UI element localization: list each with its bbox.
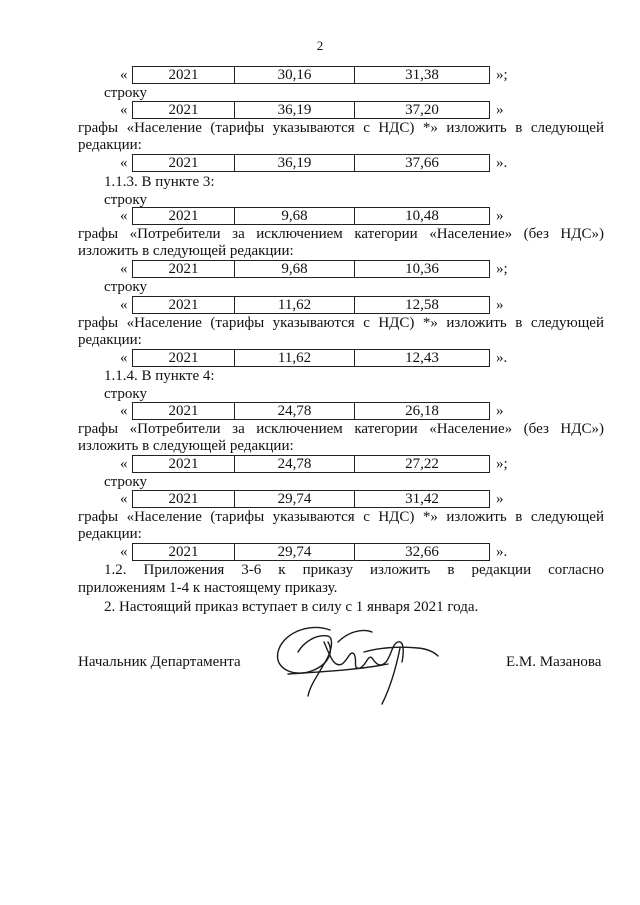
value-cell: 12,58 [405,297,439,313]
tariff-table [132,402,490,420]
open-quote: « [120,350,128,366]
close-quote: »; [496,261,508,277]
open-quote: « [120,297,128,313]
value-cell: 9,68 [235,208,355,224]
paragraph-line: графы «Потребители за исключением категории «Население» (без НДС») [78,226,604,242]
open-quote: « [120,67,128,83]
value-cell: 11,62 [235,350,355,366]
stroku-label: строку [104,279,147,295]
value-cell: 27,22 [405,456,439,472]
open-quote: « [120,261,128,277]
close-quote: » [496,208,504,224]
open-quote: « [120,544,128,560]
value-cell: 31,42 [405,491,439,507]
year-cell: 2021 [133,403,235,419]
tariff-table [132,490,490,508]
close-quote: » [496,102,504,118]
value-cell: 9,68 [235,261,355,277]
value-cell: 36,19 [235,155,355,171]
year-cell: 2021 [133,155,235,171]
value-cell: 30,16 [235,67,355,83]
tariff-table [132,260,490,278]
year-cell: 2021 [133,261,235,277]
paragraph-line: графы «Потребители за исключением категории «Население» (без НДС») [78,421,604,437]
paragraph-line: изложить в следующей редакции: [78,243,294,259]
open-quote: « [120,208,128,224]
close-quote: ». [496,155,508,171]
paragraph-line: редакции: [78,526,142,542]
handwritten-signature [268,612,448,712]
value-cell: 26,18 [405,403,439,419]
value-cell: 10,36 [405,261,439,277]
close-quote: »; [496,456,508,472]
paragraph-line: графы «Население (тарифы указываются с НДС) *» изложить в следующей [78,120,604,136]
value-cell: 29,74 [235,544,355,560]
tariff-table [132,455,490,473]
tariff-table [132,349,490,367]
stroku-label: строку [104,192,147,208]
value-cell: 32,66 [405,544,439,560]
tariff-table [132,543,490,561]
close-quote: ». [496,350,508,366]
paragraph-line: графы «Население (тарифы указываются с НДС) *» изложить в следующей [78,315,604,331]
value-cell: 10,48 [405,208,439,224]
close-quote: » [496,297,504,313]
tariff-table [132,207,490,225]
stroku-label: строку [104,386,147,402]
paragraph-line: 2. Настоящий приказ вступает в силу с 1 января 2021 года. [104,599,479,615]
value-cell: 29,74 [235,491,355,507]
open-quote: « [120,403,128,419]
open-quote: « [120,456,128,472]
value-cell: 37,66 [405,155,439,171]
tariff-table [132,154,490,172]
year-cell: 2021 [133,102,235,118]
value-cell: 31,38 [405,67,439,83]
paragraph-line: приложениям 1-4 к настоящему приказу. [78,580,338,596]
open-quote: « [120,102,128,118]
year-cell: 2021 [133,491,235,507]
year-cell: 2021 [133,208,235,224]
value-cell: 36,19 [235,102,355,118]
value-cell: 11,62 [235,297,355,313]
year-cell: 2021 [133,67,235,83]
year-cell: 2021 [133,456,235,472]
signatory-name: Е.М. Мазанова [506,654,602,670]
value-cell: 24,78 [235,403,355,419]
close-quote: » [496,491,504,507]
open-quote: « [120,155,128,171]
paragraph-line: 1.2. Приложения 3-6 к приказу изложить в редакции согласно [104,562,604,578]
open-quote: « [120,491,128,507]
tariff-table [132,296,490,314]
section-heading: 1.1.4. В пункте 4: [104,368,215,384]
year-cell: 2021 [133,350,235,366]
stroku-label: строку [104,474,147,490]
paragraph-line: редакции: [78,332,142,348]
value-cell: 24,78 [235,456,355,472]
signatory-position: Начальник Департамента [78,654,241,670]
value-cell: 37,20 [405,102,439,118]
paragraph-line: редакции: [78,137,142,153]
stroku-label: строку [104,85,147,101]
paragraph-line: изложить в следующей редакции: [78,438,294,454]
paragraph-line: графы «Население (тарифы указываются с НДС) *» изложить в следующей [78,509,604,525]
close-quote: ». [496,544,508,560]
section-heading: 1.1.3. В пункте 3: [104,174,215,190]
tariff-table [132,66,490,84]
value-cell: 12,43 [405,350,439,366]
year-cell: 2021 [133,297,235,313]
close-quote: »; [496,67,508,83]
page-number: 2 [316,38,324,53]
tariff-table [132,101,490,119]
year-cell: 2021 [133,544,235,560]
close-quote: » [496,403,504,419]
